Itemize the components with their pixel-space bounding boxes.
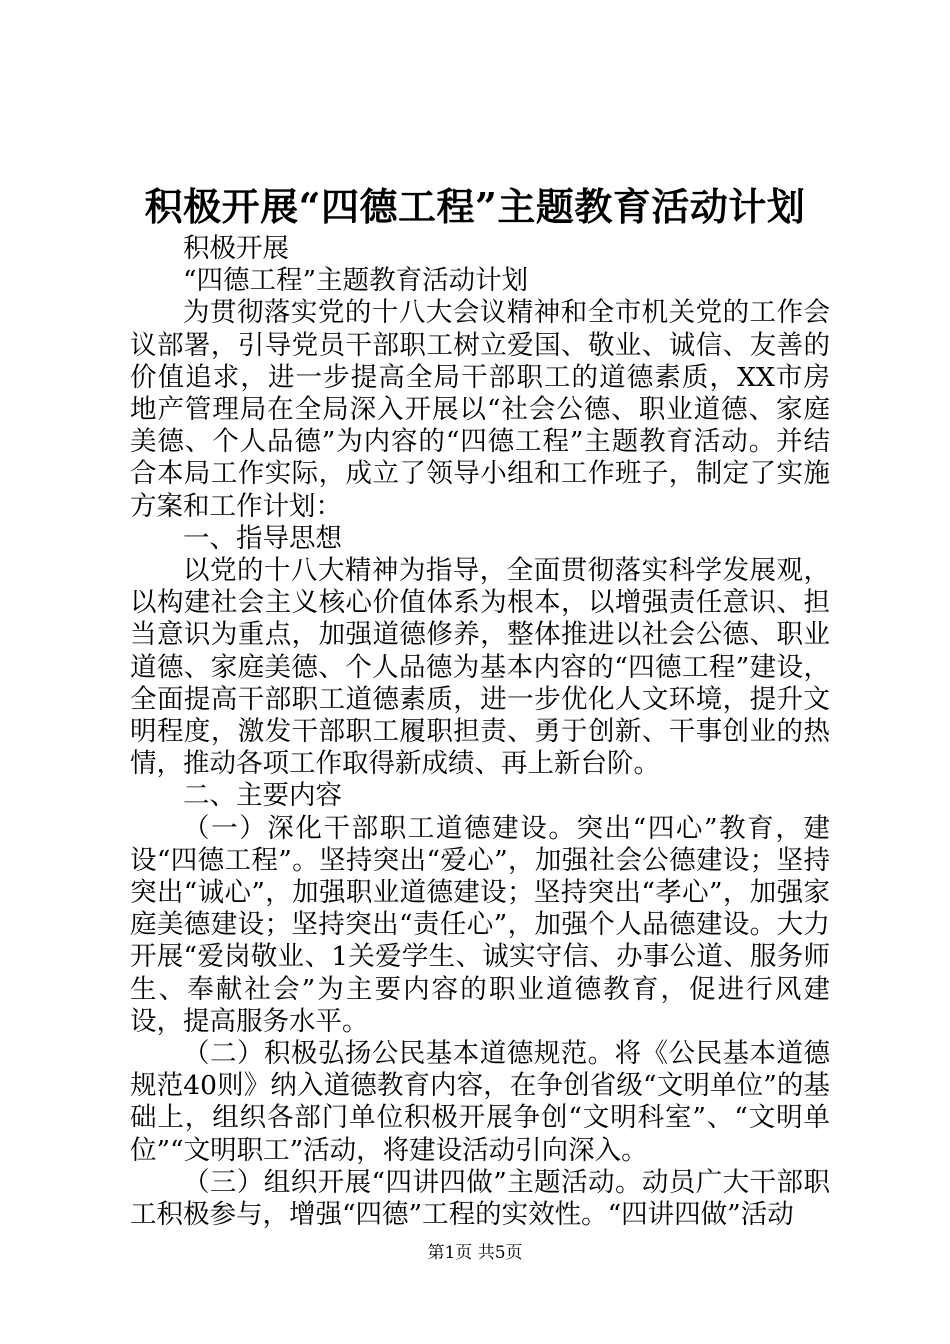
document-title: 积极开展“四德工程”主题教育活动计划: [144, 184, 806, 229]
page-footer: 第1页 共5页: [427, 1243, 523, 1263]
intro-paragraph: 为贯彻落实党的十八大会议精神和全市机关党的工作会议部署，引导党员干部职工树立爱国、敬业、诚信、友善的价值追求，进一步提高全局干部职工的道德素质，XX市房地产管理局在全局深入开展以“社会公德、职业道德、家庭美德、个人品德”为内容的“四德工程”主题教育活动。并结合本局工作实际，成立了领导小组和工作班子，制定了实施方案和工作计划：: [130, 297, 830, 522]
subtitle-line-2: “四德工程”主题教育活动计划: [183, 265, 529, 297]
subtitle-line-1: 积极开展: [183, 233, 289, 264]
content-item-1: （一）深化干部职工道德建设。突出“四心”教育，建设“四德工程”。坚持突出“爱心”，加强社会公德建设；坚持突出“诚心”，加强职业道德建设；坚持突出“孝心”，加强家庭美德建设；坚持突出“责任心”，加强个人品德建设。大力开展“爱岗敬业、1关爱学生、诚实守信、办事公道、服务师生、奉献社会”为主要内容的职业道德教育，促进行风建设，提高服务水平。: [130, 812, 830, 1037]
content-item-3: （三）组织开展“四讲四做”主题活动。动员广大干部职工积极参与，增强“四德”工程的实效性。“四讲四做”活动: [130, 1166, 830, 1231]
guiding-thought-paragraph: 以党的十八大精神为指导，全面贯彻落实科学发展观，以构建社会主义核心价值体系为根本，以增强责任意识、担当意识为重点，加强道德修养，整体推进以社会公德、职业道德、家庭美德、个人品德为基本内容的“四德工程”建设，全面提高干部职工道德素质，进一步优化人文环境，提升文明程度，激发干部职工履职担责、勇于创新、干事创业的热情，推动各项工作取得新成绩、再上新台阶。: [130, 555, 830, 780]
document-body: [130, 233, 830, 1231]
section-heading-main-content: 二、主要内容: [183, 780, 342, 812]
section-heading-guiding-thought: 一、指导思想: [183, 522, 342, 554]
content-item-2: （二）积极弘扬公民基本道德规范。将《公民基本道德规范40则》纳入道德教育内容，在争创省级“文明单位”的基础上，组织各部门单位积极开展争创“文明科室”、“文明单位”“文明职工”活动，将建设活动引向深入。: [130, 1038, 830, 1166]
